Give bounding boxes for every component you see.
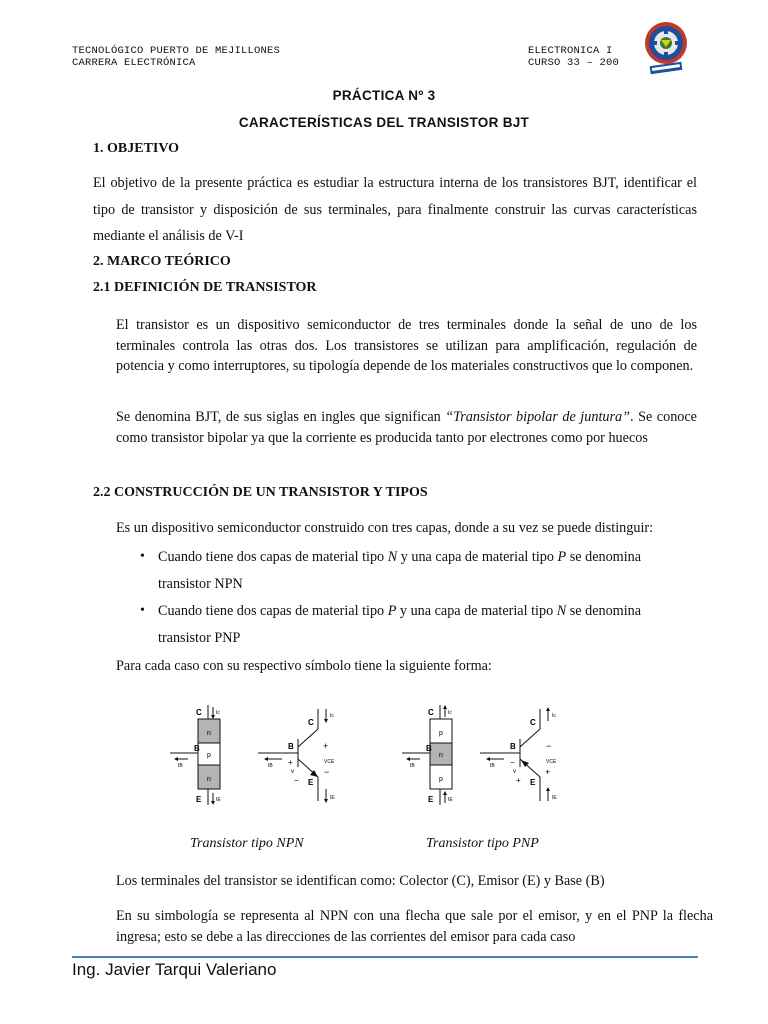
header-left (72, 45, 280, 69)
pnp-vce-plus: + (545, 767, 551, 777)
footer-divider (72, 956, 698, 958)
pnp-e-label: E (428, 795, 434, 804)
npn-ib-label: IB (178, 763, 183, 769)
institution-logo-icon (644, 16, 688, 78)
npn-c-label: C (196, 708, 202, 717)
section-2-heading: 2. MARCO TEÓRICO (93, 254, 231, 269)
pnp-symbol-c: C (530, 718, 536, 727)
npn-symbol-ib: IB (268, 763, 273, 769)
pnp-vbe-v: v (513, 769, 516, 775)
institution-name: TECNOLÓGICO PUERTO DE MEJILLONES (72, 45, 281, 57)
symbology-paragraph: En su simbología se representa al NPN con una flecha que sale por el emisor, y en el PNP la flecha ingresa; esto se debe a las direcciones de las corrientes del emisor para cada caso (116, 908, 713, 945)
bjt-paragraph (116, 407, 697, 448)
construction-intro: Es un dispositivo semiconductor construido con tres capas, donde a su vez se puede distinguir: (116, 520, 654, 536)
npn-layer-label: n (207, 776, 211, 783)
pnp-vce-minus: − (546, 741, 552, 751)
list-item: • Cuando tiene dos capas de material tipo P y una capa de material tipo N se denomina transistor PNP (128, 598, 688, 651)
bjt-text-start: Se denomina BJT, de sus siglas en ingles que significan (116, 409, 446, 425)
pnp-symbol-ic: Ic (552, 713, 556, 719)
pnp-symbol-b: B (510, 742, 516, 751)
course-name: CURSO 33 – 200 (528, 57, 620, 69)
npn-vbe-minus: − (294, 776, 299, 785)
npn-layer-label: p (207, 752, 211, 759)
npn-vbe-plus: + (288, 758, 293, 767)
npn-symbol-c: C (308, 718, 314, 727)
section-2-2-heading: 2.2 CONSTRUCCIÓN DE UN TRANSISTOR Y TIPOS (93, 485, 428, 500)
definition-paragraph: El transistor es un dispositivo semiconductor de tres terminales donde la señal de uno de los terminales controla las otras dos. Los transistores se utilizan para amplificación, regulación de potencia y como interruptores, su tipología depende de los materiales constructivos que lo componen. (116, 317, 697, 374)
npn-vce-minus: − (324, 767, 330, 777)
npn-vce-label: VCE (324, 759, 335, 765)
list-item: • Cuando tiene dos capas de material tipo N y una capa de material tipo P se denomina transistor NPN (128, 544, 688, 597)
npn-symbol-e: E (308, 778, 314, 787)
terminals-paragraph: Los terminales del transistor se identifican como: Colector (C), Emisor (E) y Base (B) (116, 873, 605, 889)
pnp-symbol-ie: IE (552, 795, 557, 801)
topic-title: CARACTERÍSTICAS DEL TRANSISTOR BJT (238, 115, 530, 130)
npn-ic-label: Ic (216, 710, 220, 716)
practice-title: PRÁCTICA Nº 3 (332, 88, 436, 103)
pnp-layer-label: p (439, 730, 443, 737)
footer-author: Ing. Javier Tarqui Valeriano (72, 960, 277, 979)
symbol-intro: Para cada caso con su respectivo símbolo tiene la siguiente forma: (116, 658, 492, 674)
npn-e-label: E (196, 795, 202, 804)
pnp-symbol-ib: IB (490, 763, 495, 769)
pnp-ic-label: Ic (448, 710, 452, 716)
subject-name: ELECTRONICA I (528, 45, 613, 57)
npn-symbol-ic: Ic (330, 713, 334, 719)
npn-symbol-ie: IE (330, 795, 335, 801)
section-1-heading: 1. OBJETIVO (93, 141, 180, 156)
caption-npn: Transistor tipo NPN (190, 836, 304, 851)
npn-b-label: B (194, 744, 200, 753)
npn-ie-label: IE (216, 797, 221, 803)
pnp-symbol-e: E (530, 778, 536, 787)
header-right (528, 45, 619, 69)
npn-vce-plus: + (323, 741, 329, 751)
pnp-layer-label: n (439, 752, 443, 759)
caption-pnp: Transistor tipo PNP (426, 836, 539, 851)
npn-symbol-b: B (288, 742, 294, 751)
pnp-vbe-minus: − (510, 758, 515, 767)
transistor-diagram (170, 705, 590, 815)
npn-layer-label: n (207, 730, 211, 737)
objective-paragraph: El objetivo de la presente práctica es estudiar la estructura interna de los transistores BJT, identificar el tipo de transistor y disposición de sus terminales, para finalmente construir las curvas características mediante el análisis de V-I (93, 175, 697, 244)
bjt-quote: “Transistor bipolar de juntura” (445, 409, 630, 425)
section-2-1-heading: 2.1 DEFINICIÓN DE TRANSISTOR (93, 280, 317, 295)
pnp-layer-label: p (439, 776, 443, 783)
pnp-b-label: B (426, 744, 432, 753)
types-list (128, 544, 688, 652)
career-name: CARRERA ELECTRÓNICA (72, 57, 196, 69)
pnp-ib-label: IB (410, 763, 415, 769)
bjt-text-end: . Se conoce como transistor bipolar ya que la corriente es producida tanto por electrones como por huecos (116, 409, 697, 446)
pnp-vce-label: VCE (546, 759, 557, 765)
npn-vbe-v: v (291, 769, 294, 775)
pnp-ie-label: IE (448, 797, 453, 803)
pnp-vbe-plus: + (516, 776, 521, 785)
pnp-c-label: C (428, 708, 434, 717)
